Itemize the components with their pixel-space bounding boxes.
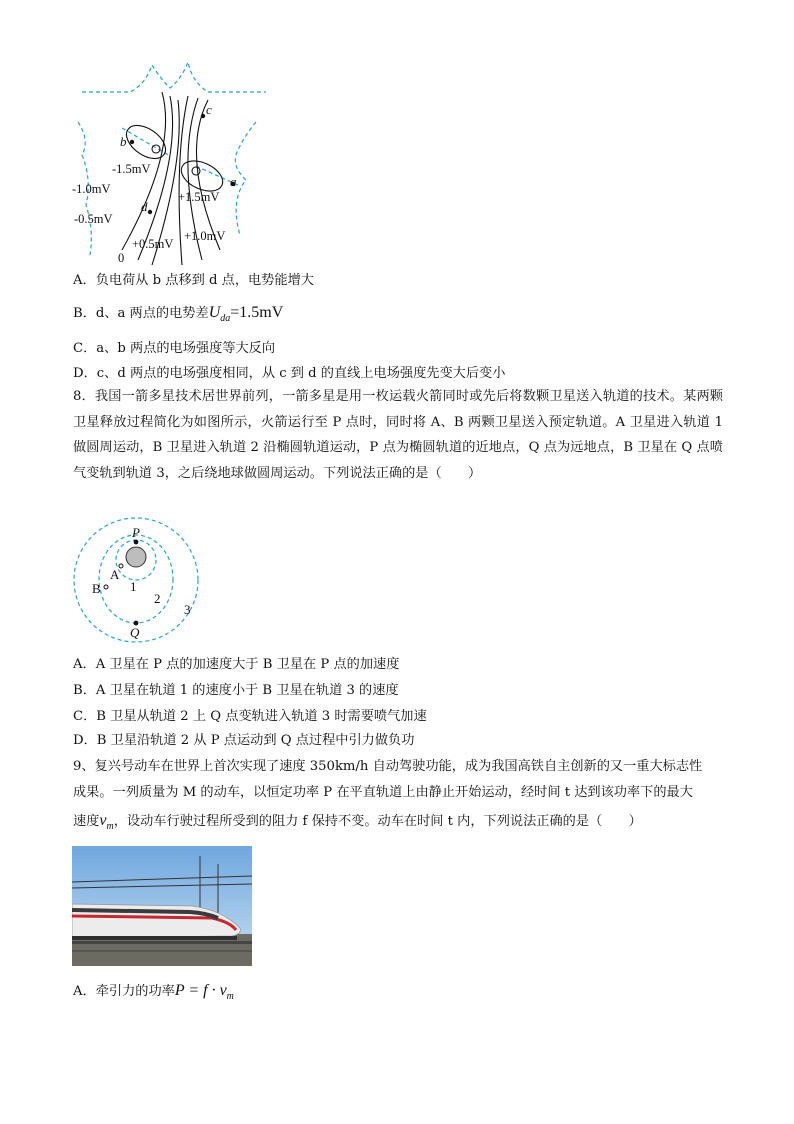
q9-stem-line-3: [73, 812, 642, 836]
label-a-sat: A: [110, 567, 120, 582]
label-orbit-1: 1: [130, 579, 137, 594]
label-a: a: [230, 174, 237, 189]
label-b-sat: B: [92, 581, 101, 596]
label-m05: -0.5mV: [74, 212, 113, 226]
q7-option-b-math: [208, 304, 284, 325]
math-sub-m: m: [106, 821, 114, 833]
label-zero: 0: [118, 251, 125, 265]
label-q: Q: [130, 625, 140, 640]
label-p10: +1.0mV: [184, 229, 226, 243]
q9-stem-text-b: ，设动车行驶过程所受到的阻力 f 保持不变。动车在时间 t 内，下列说法正确的是（ ）: [113, 814, 642, 829]
q9-stem-line-1: 9、复兴号动车在世界上首次实现了速度 350km/h 自动驾驶功能，成为我国高铁自主创新的又一重大标志性: [73, 759, 703, 774]
q7-option-c: C．a、b 两点的电场强度等大反向: [73, 341, 276, 356]
q8-option-c: C．B 卫星从轨道 2 上 Q 点变轨进入轨道 3 时需要喷气加速: [73, 709, 427, 724]
orbit-figure: [64, 516, 214, 646]
q9-stem-text-a: 速度: [73, 814, 100, 829]
q9-option-a: [73, 982, 234, 1006]
q9-velocity-symbol: [99, 812, 114, 833]
q8-option-b: B．A 卫星在轨道 1 的速度小于 B 卫星在轨道 3 的速度: [73, 683, 399, 698]
label-m15: -1.5mV: [112, 162, 151, 176]
q7-option-b-text: B．d、a 两点的电势差: [73, 306, 209, 321]
math-sub-da: da: [220, 313, 231, 325]
equipotential-figure: [70, 60, 270, 270]
q8-stem: 8．我国一箭多星技术居世界前列，一箭多星是用一枚运载火箭同时或先后将数颗卫星送入轨道的技术。某两颗卫星释放过程简化为如图所示，火箭运行至 P 点时，同时将 A、B 两颗卫星送入预定轨道。A 卫星进入轨道 1 做圆周运动，B 卫星进入轨道 2 沿椭圆轨道运动，P 点为椭圆轨道的近地点，Q 点为远地点，B 卫星在 Q 点喷气变轨到轨道 3，之后绕地球做圆周运动。下列说法正确的是（ ）: [73, 389, 723, 481]
label-p15: +1.5mV: [178, 190, 220, 204]
label-d: d: [141, 199, 148, 214]
label-orbit-3: 3: [184, 602, 191, 617]
label-m10: -1.0mV: [72, 182, 111, 196]
q8-option-a: A．A 卫星在 P 点的加速度大于 B 卫星在 P 点的加速度: [73, 657, 400, 672]
q9-option-a-text: A．牵引力的功率: [73, 984, 175, 999]
math-var-v: v: [99, 812, 107, 829]
label-p05: +0.5mV: [132, 237, 174, 251]
label-c: c: [206, 102, 212, 117]
math-var-u: U: [208, 304, 221, 321]
q7-option-b: [73, 304, 283, 328]
q7-option-a: A．负电荷从 b 点移到 d 点，电势能增大: [73, 273, 314, 288]
label-p: P: [132, 525, 140, 540]
q9-option-a-math: [174, 982, 234, 1003]
train-photo: [72, 846, 252, 966]
label-orbit-2: 2: [154, 591, 161, 606]
q7-option-d: D．c、d 两点的电场强度相同，从 c 到 d 的直线上电场强度先变大后变小: [73, 366, 506, 381]
label-b: b: [120, 134, 127, 149]
math-value: =1.5mV: [230, 304, 284, 321]
q8-option-d: D．B 卫星沿轨道 2 从 P 点运动到 Q 点过程中引力做负功: [73, 733, 415, 748]
math-sub-m-2: m: [226, 991, 234, 1003]
q9-stem-line-2: 成果。一列质量为 M 的动车，以恒定功率 P 在平直轨道上由静止开始运动，经时间 t 达到该功率下的最大: [73, 785, 693, 800]
math-power-expression: P = f · v: [174, 982, 227, 999]
